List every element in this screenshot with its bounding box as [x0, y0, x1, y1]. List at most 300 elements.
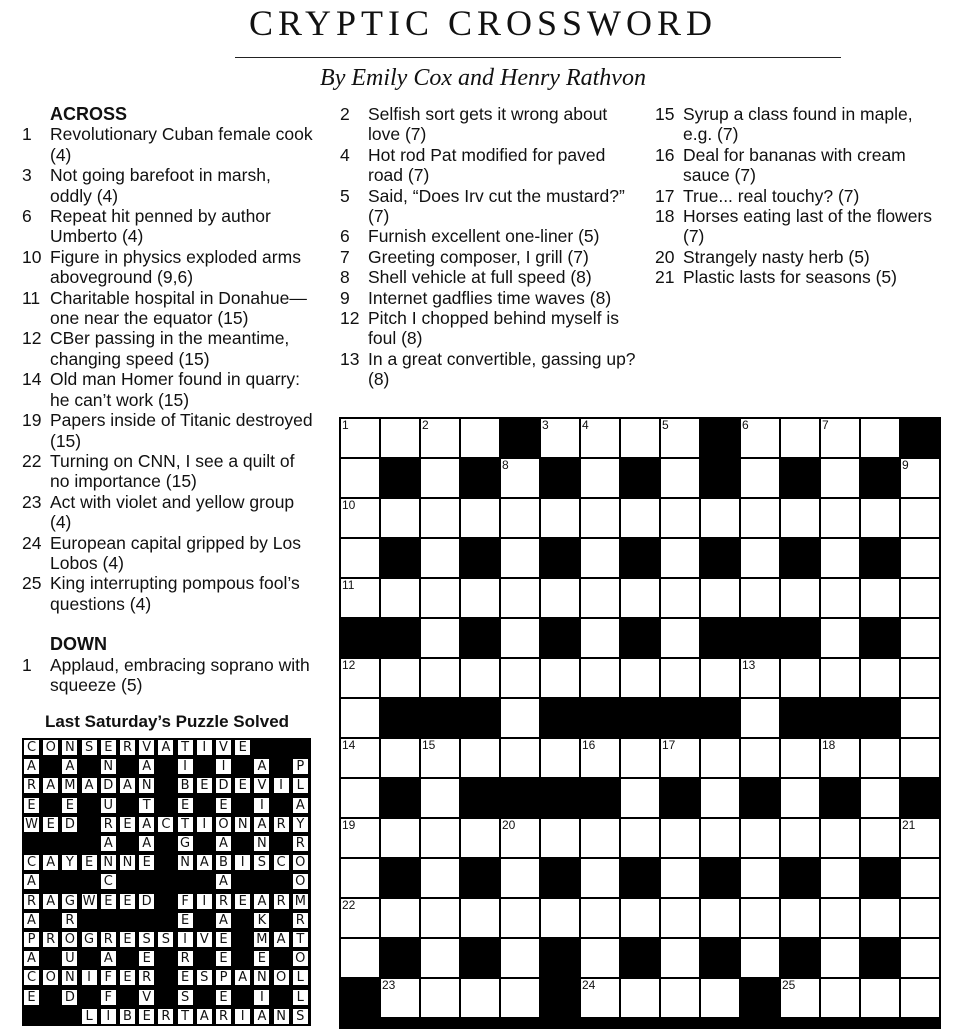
cell-number: 14 — [342, 738, 356, 752]
grid-cell[interactable] — [341, 859, 379, 897]
solution-cell: R — [24, 778, 39, 793]
grid-cell[interactable] — [661, 979, 699, 1017]
grid-cell[interactable] — [341, 779, 379, 817]
grid-cell[interactable] — [861, 659, 899, 697]
solution-cell: A — [101, 951, 116, 966]
grid-cell[interactable] — [421, 419, 459, 457]
grid-cell[interactable] — [701, 579, 739, 617]
grid-cell[interactable] — [381, 579, 419, 617]
clue-text: European capital gripped by Los Lobos (4) — [50, 532, 302, 573]
grid-cell[interactable] — [581, 499, 619, 537]
grid-cell[interactable] — [821, 659, 859, 697]
grid-cell[interactable] — [501, 619, 539, 657]
clue-item — [22, 124, 316, 165]
grid-cell[interactable] — [741, 859, 779, 897]
cell-number: 13 — [742, 658, 756, 672]
down-clue-list-continued — [655, 104, 945, 288]
solution-cell: A — [216, 836, 231, 851]
grid-cell[interactable] — [861, 499, 899, 537]
grid-cell[interactable] — [701, 739, 739, 777]
solution-cell: A — [158, 740, 173, 755]
solution-cell: C — [24, 970, 39, 985]
clue-number: 6 — [22, 206, 32, 227]
solution-cell: E — [235, 894, 250, 909]
grid-cell[interactable] — [821, 459, 859, 497]
grid-cell[interactable] — [621, 819, 659, 857]
grid-cell[interactable] — [541, 819, 579, 857]
solution-cell: A — [254, 759, 269, 774]
clue-number: 11 — [22, 287, 41, 308]
grid-cell[interactable] — [581, 659, 619, 697]
grid-cell[interactable] — [621, 739, 659, 777]
solution-cell: A — [62, 759, 77, 774]
grid-cell[interactable] — [701, 979, 739, 1017]
clue-item — [22, 206, 316, 247]
solution-cell: C — [24, 855, 39, 870]
grid-cell[interactable] — [621, 499, 659, 537]
grid-cell[interactable] — [341, 499, 379, 537]
solution-cell: E — [120, 894, 135, 909]
grid-cell[interactable] — [581, 619, 619, 657]
grid-cell[interactable] — [861, 779, 899, 817]
clue-item — [340, 226, 636, 246]
grid-cell[interactable] — [421, 499, 459, 537]
solution-cell: R — [216, 1009, 231, 1024]
grid-cell[interactable] — [541, 579, 579, 617]
grid-cell[interactable] — [901, 579, 939, 617]
grid-cell[interactable] — [661, 939, 699, 977]
grid-cell[interactable] — [901, 899, 939, 937]
solution-cell: N — [101, 759, 116, 774]
solution-cell: C — [101, 874, 116, 889]
grid-cell[interactable] — [781, 899, 819, 937]
grid-cell[interactable] — [461, 739, 499, 777]
solution-cell: E — [101, 740, 116, 755]
grid-cell[interactable] — [861, 579, 899, 617]
grid-cell[interactable] — [741, 899, 779, 937]
grid-cell[interactable] — [661, 819, 699, 857]
grid-cell[interactable] — [581, 819, 619, 857]
grid-cell[interactable] — [501, 739, 539, 777]
grid-cell[interactable] — [901, 499, 939, 537]
clue-text: Charitable hospital in Donahue—one near the equator (15) — [50, 287, 307, 329]
solution-cell: N — [62, 970, 77, 985]
grid-cell[interactable] — [661, 739, 699, 777]
grid-cell[interactable] — [461, 419, 499, 457]
solution-cell: G — [178, 836, 193, 851]
grid-cell[interactable] — [341, 819, 379, 857]
solution-cell: A — [24, 874, 39, 889]
grid-cell[interactable] — [701, 659, 739, 697]
grid-cell[interactable] — [901, 979, 939, 1017]
grid-cell[interactable] — [381, 979, 419, 1017]
solution-cell: D — [101, 778, 116, 793]
grid-cell[interactable] — [421, 579, 459, 617]
solution-cell: R — [101, 817, 116, 832]
grid-cell[interactable] — [821, 899, 859, 937]
grid-cell[interactable] — [821, 979, 859, 1017]
grid-cell[interactable] — [661, 579, 699, 617]
grid-cell[interactable] — [501, 499, 539, 537]
solution-cell: R — [62, 913, 77, 928]
grid-cell[interactable] — [381, 739, 419, 777]
clue-item — [340, 104, 636, 145]
grid-cell[interactable] — [661, 539, 699, 577]
grid-cell[interactable] — [501, 579, 539, 617]
clue-column-2 — [340, 104, 636, 390]
cell-number: 21 — [902, 818, 916, 832]
grid-cell[interactable] — [701, 819, 739, 857]
grid-cell[interactable] — [781, 779, 819, 817]
grid-cell[interactable] — [341, 459, 379, 497]
grid-cell[interactable] — [741, 539, 779, 577]
solution-cell: I — [197, 894, 212, 909]
grid-cell[interactable] — [501, 859, 539, 897]
grid-cell[interactable] — [661, 499, 699, 537]
solution-cell: R — [274, 817, 289, 832]
solution-cell: F — [101, 990, 116, 1005]
solution-cell: R — [178, 951, 193, 966]
clue-number: 22 — [22, 450, 42, 471]
grid-cell[interactable] — [421, 619, 459, 657]
grid-cell[interactable] — [781, 659, 819, 697]
grid-cell[interactable] — [661, 859, 699, 897]
grid-cell[interactable] — [621, 899, 659, 937]
grid-cell[interactable] — [341, 899, 379, 937]
solution-cell: G — [62, 894, 77, 909]
solution-cell: F — [101, 970, 116, 985]
grid-cell[interactable] — [741, 499, 779, 537]
solution-cell: V — [197, 932, 212, 947]
grid-cell[interactable] — [821, 939, 859, 977]
clue-number: 8 — [340, 267, 350, 288]
grid-cell[interactable] — [621, 659, 659, 697]
byline: By Emily Cox and Henry Rathvon — [320, 65, 646, 91]
solution-cell: M — [64, 778, 76, 794]
cell-number: 11 — [342, 578, 355, 592]
solution-cell: A — [293, 798, 308, 813]
grid-cell[interactable] — [581, 979, 619, 1017]
clue-text: Act with violet and yellow group (4) — [50, 491, 295, 533]
crossword-grid — [339, 417, 941, 1029]
grid-cell[interactable] — [821, 499, 859, 537]
grid-cell[interactable] — [901, 539, 939, 577]
grid-cell[interactable] — [741, 939, 779, 977]
grid-cell[interactable] — [661, 459, 699, 497]
grid-cell[interactable] — [781, 979, 819, 1017]
grid-cell[interactable] — [781, 739, 819, 777]
grid-cell[interactable] — [341, 579, 379, 617]
solution-cell: A — [139, 759, 154, 774]
cell-number: 24 — [582, 978, 596, 992]
grid-cell[interactable] — [901, 819, 939, 857]
cell-number: 22 — [342, 898, 356, 912]
grid-cell[interactable] — [341, 539, 379, 577]
grid-cell[interactable] — [741, 459, 779, 497]
cell-number: 4 — [582, 418, 589, 432]
solution-cell: A — [254, 894, 269, 909]
grid-cell[interactable] — [501, 699, 539, 737]
grid-cell[interactable] — [461, 499, 499, 537]
clue-item — [22, 410, 316, 451]
solution-cell: A — [43, 894, 58, 909]
grid-cell[interactable] — [341, 739, 379, 777]
solution-cell: E — [235, 740, 250, 755]
solution-cell: E — [120, 817, 135, 832]
grid-cell[interactable] — [341, 699, 379, 737]
solution-cell: N — [178, 855, 193, 870]
grid-cell[interactable] — [901, 619, 939, 657]
grid-cell[interactable] — [821, 619, 859, 657]
clue-number: 17 — [655, 185, 675, 206]
grid-cell[interactable] — [781, 499, 819, 537]
clue-number: 19 — [22, 410, 42, 431]
clue-number: 16 — [655, 144, 675, 165]
grid-cell[interactable] — [381, 899, 419, 937]
solution-cell: I — [235, 855, 250, 870]
grid-cell[interactable] — [861, 979, 899, 1017]
solution-cell: A — [197, 1009, 212, 1024]
grid-cell[interactable] — [621, 419, 659, 457]
grid-cell[interactable] — [621, 579, 659, 617]
clue-text: True... real touchy? (7) — [683, 185, 860, 206]
grid-cell[interactable] — [421, 659, 459, 697]
solution-cell: N — [101, 855, 116, 870]
grid-cell[interactable] — [341, 419, 379, 457]
grid-cell[interactable] — [821, 739, 859, 777]
solution-cell: E — [120, 970, 135, 985]
grid-cell[interactable] — [421, 859, 459, 897]
clue-text: Not going barefoot in marsh, oddly (4) — [50, 165, 271, 206]
clue-item — [655, 104, 945, 145]
grid-cell[interactable] — [781, 819, 819, 857]
grid-cell[interactable] — [501, 659, 539, 697]
solution-cell: P — [216, 970, 231, 985]
solution-cell: N — [254, 970, 269, 985]
grid-cell[interactable] — [621, 779, 659, 817]
grid-cell[interactable] — [421, 539, 459, 577]
grid-cell[interactable] — [581, 579, 619, 617]
grid-cell[interactable] — [861, 739, 899, 777]
down-heading: DOWN — [50, 634, 107, 655]
grid-cell[interactable] — [381, 419, 419, 457]
grid-cell[interactable] — [781, 579, 819, 617]
grid-cell[interactable] — [461, 899, 499, 937]
solution-cell: E — [216, 932, 231, 947]
solution-cell: V — [139, 990, 154, 1005]
solution-cell: O — [293, 874, 308, 889]
grid-cell[interactable] — [701, 499, 739, 537]
grid-cell[interactable] — [421, 939, 459, 977]
grid-cell[interactable] — [541, 499, 579, 537]
solution-cell: W — [25, 816, 38, 832]
grid-cell[interactable] — [501, 979, 539, 1017]
solution-cell: S — [139, 932, 154, 947]
grid-cell[interactable] — [821, 819, 859, 857]
clue-text: Shell vehicle at full speed (8) — [368, 267, 592, 288]
solution-cell: D — [216, 778, 231, 793]
grid-cell[interactable] — [501, 939, 539, 977]
clue-number: 5 — [340, 185, 350, 206]
across-clue-list — [22, 124, 316, 614]
clue-item — [340, 267, 636, 287]
clue-number: 10 — [22, 246, 42, 267]
solution-cell: V — [216, 740, 231, 755]
solution-cell: N — [139, 778, 154, 793]
grid-cell[interactable] — [461, 979, 499, 1017]
clue-text: Old man Homer found in quarry: he can’t work (15) — [50, 369, 300, 410]
solution-cell: A — [235, 970, 250, 985]
grid-cell[interactable] — [741, 579, 779, 617]
grid-cell[interactable] — [621, 979, 659, 1017]
clue-number: 6 — [340, 226, 350, 247]
solution-cell: A — [101, 836, 116, 851]
grid-cell[interactable] — [501, 819, 539, 857]
solution-cell: E — [216, 990, 231, 1005]
grid-cell[interactable] — [821, 859, 859, 897]
clue-number: 23 — [22, 491, 42, 512]
grid-cell[interactable] — [381, 819, 419, 857]
grid-cell[interactable] — [781, 419, 819, 457]
solution-cell: R — [24, 894, 39, 909]
solution-cell: A — [43, 778, 58, 793]
solution-cell: M — [294, 893, 306, 909]
solution-cell: C — [274, 855, 289, 870]
solution-cell: A — [216, 913, 231, 928]
solution-cell: I — [274, 778, 289, 793]
grid-cell[interactable] — [461, 579, 499, 617]
grid-cell[interactable] — [741, 739, 779, 777]
solution-cell: E — [254, 951, 269, 966]
grid-cell[interactable] — [581, 939, 619, 977]
grid-cell[interactable] — [501, 539, 539, 577]
clue-item — [22, 533, 316, 574]
cell-number: 23 — [382, 978, 396, 992]
grid-cell[interactable] — [541, 659, 579, 697]
grid-cell[interactable] — [341, 659, 379, 697]
solution-cell: E — [197, 778, 212, 793]
grid-cell[interactable] — [741, 819, 779, 857]
solution-cell: U — [62, 951, 77, 966]
grid-cell[interactable] — [901, 859, 939, 897]
grid-cell[interactable] — [661, 419, 699, 457]
solution-cell: B — [216, 855, 231, 870]
cell-number: 25 — [782, 978, 796, 992]
grid-cell[interactable] — [861, 899, 899, 937]
solution-cell: R — [274, 894, 289, 909]
solution-cell: N — [120, 855, 135, 870]
grid-cell[interactable] — [541, 899, 579, 937]
cell-number: 19 — [342, 818, 356, 832]
grid-cell[interactable] — [461, 659, 499, 697]
grid-cell[interactable] — [421, 739, 459, 777]
grid-cell[interactable] — [821, 539, 859, 577]
cell-number: 8 — [502, 458, 509, 472]
cell-number: 6 — [742, 418, 749, 432]
grid-cell[interactable] — [661, 619, 699, 657]
grid-cell[interactable] — [661, 899, 699, 937]
solution-cell: A — [197, 855, 212, 870]
grid-cell[interactable] — [421, 459, 459, 497]
grid-cell[interactable] — [581, 859, 619, 897]
solution-cell: I — [82, 970, 97, 985]
solution-cell: R — [293, 913, 308, 928]
solution-cell: E — [120, 932, 135, 947]
grid-cell[interactable] — [581, 899, 619, 937]
clue-text: CBer passing in the meantime, changing speed (15) — [50, 328, 290, 369]
clue-item — [340, 186, 636, 227]
grid-cell[interactable] — [861, 419, 899, 457]
clue-text: Deal for bananas with cream sauce (7) — [683, 144, 906, 186]
grid-cell[interactable] — [421, 819, 459, 857]
grid-cell[interactable] — [501, 459, 539, 497]
solution-cell: E — [235, 778, 250, 793]
grid-cell[interactable] — [821, 579, 859, 617]
grid-cell[interactable] — [741, 419, 779, 457]
solution-cell: Y — [62, 855, 77, 870]
grid-cell[interactable] — [901, 459, 939, 497]
grid-cell[interactable] — [661, 659, 699, 697]
solution-cell: E — [216, 951, 231, 966]
grid-cell[interactable] — [821, 419, 859, 457]
grid-cell[interactable] — [581, 459, 619, 497]
grid-cell[interactable] — [581, 539, 619, 577]
solution-cell: S — [254, 855, 269, 870]
solution-cell: I — [197, 740, 212, 755]
grid-cell[interactable] — [901, 659, 939, 697]
solution-cell: R — [293, 836, 308, 851]
grid-cell[interactable] — [421, 899, 459, 937]
solution-cell: T — [293, 932, 308, 947]
grid-cell[interactable] — [741, 659, 779, 697]
grid-cell[interactable] — [421, 979, 459, 1017]
grid-cell[interactable] — [901, 699, 939, 737]
grid-cell[interactable] — [381, 499, 419, 537]
solution-cell: V — [254, 778, 269, 793]
solution-cell: L — [293, 970, 308, 985]
grid-cell[interactable] — [381, 659, 419, 697]
grid-cell[interactable] — [701, 899, 739, 937]
solution-cell: U — [101, 798, 116, 813]
title-divider — [235, 57, 841, 58]
grid-cell[interactable] — [541, 739, 579, 777]
clue-text: Papers inside of Titanic destroyed (15) — [50, 410, 313, 451]
grid-cell[interactable] — [341, 939, 379, 977]
grid-cell[interactable] — [861, 819, 899, 857]
grid-cell[interactable] — [901, 739, 939, 777]
grid-cell[interactable] — [461, 819, 499, 857]
grid-cell[interactable] — [581, 419, 619, 457]
solution-cell: O — [293, 855, 308, 870]
grid-cell[interactable] — [701, 779, 739, 817]
solution-cell: E — [139, 1009, 154, 1024]
clue-number: 2 — [340, 104, 350, 124]
solution-cell: N — [254, 836, 269, 851]
grid-cell[interactable] — [541, 419, 579, 457]
clue-text: Pitch I chopped behind myself is foul (8) — [368, 308, 619, 349]
solution-cell: B — [120, 1009, 135, 1024]
grid-cell[interactable] — [901, 939, 939, 977]
solution-cell: R — [101, 932, 116, 947]
clue-text: Repeat hit penned by author Umberto (4) — [50, 206, 271, 247]
clue-text: Internet gadflies time waves (8) — [368, 287, 612, 308]
grid-cell[interactable] — [421, 779, 459, 817]
grid-cell[interactable] — [501, 899, 539, 937]
solution-cell: E — [82, 855, 97, 870]
grid-cell[interactable] — [741, 699, 779, 737]
grid-cell[interactable] — [581, 739, 619, 777]
clue-number: 12 — [22, 328, 42, 349]
